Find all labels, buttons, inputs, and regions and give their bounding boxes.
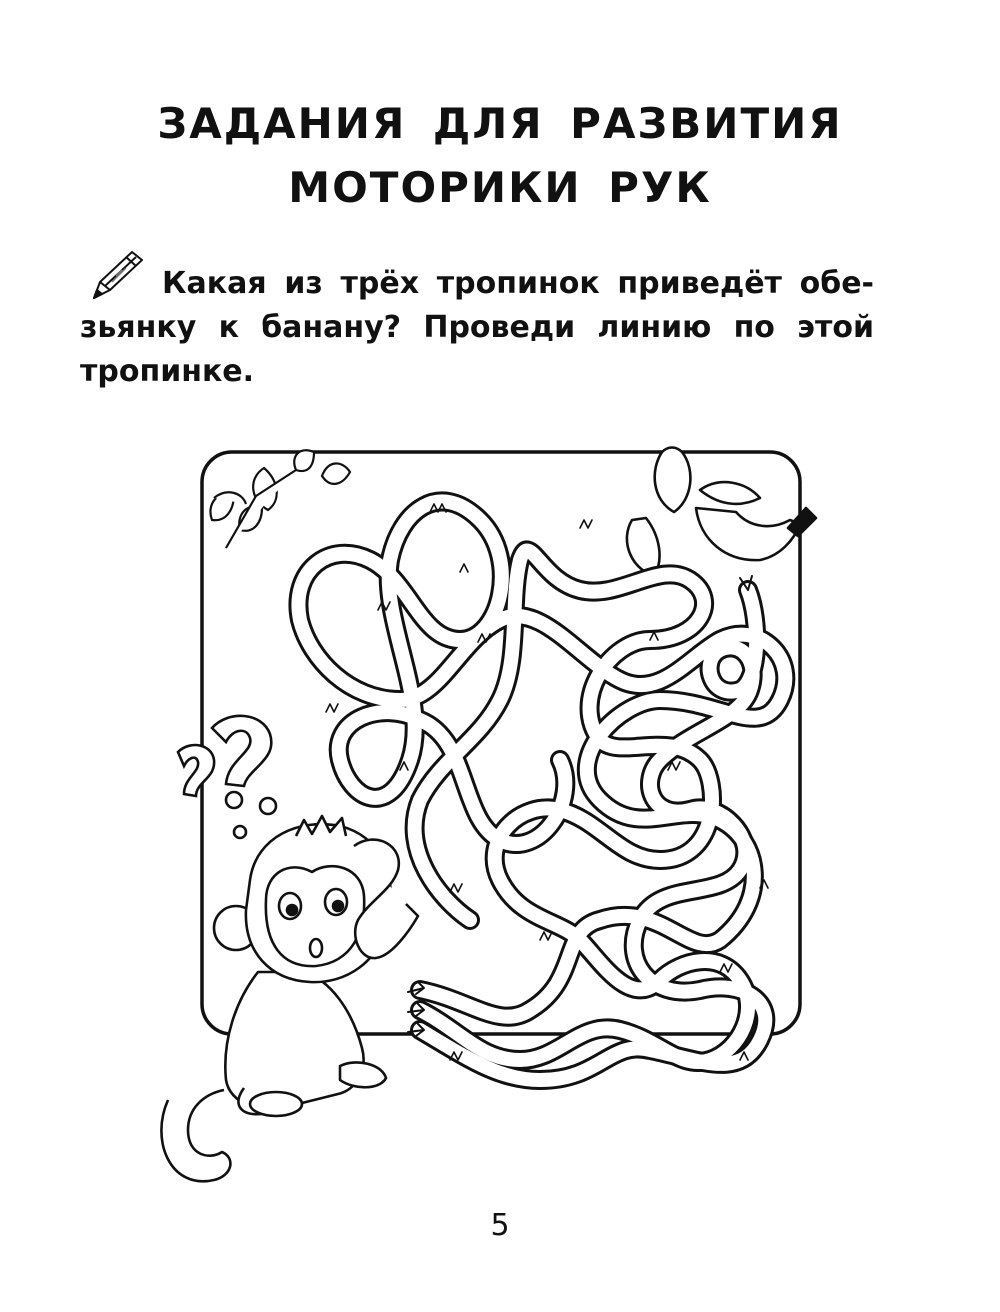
- question-mark-icon: [178, 716, 276, 838]
- page-number: 5: [490, 1208, 510, 1243]
- title-line-1: ЗАДАНИЯ ДЛЯ РАЗВИТИЯ: [157, 99, 843, 148]
- title-line-2: МОТОРИКИ РУК: [288, 163, 712, 212]
- maze-paths: [298, 501, 785, 1080]
- task-text: Какая из трёх тропинок приведёт обе-зьянку к банану? Проведи линию по этой тропинке.: [80, 266, 874, 389]
- monkey-image: [161, 816, 418, 1181]
- banana-icon: [627, 448, 816, 577]
- leaves-icon: [210, 450, 350, 548]
